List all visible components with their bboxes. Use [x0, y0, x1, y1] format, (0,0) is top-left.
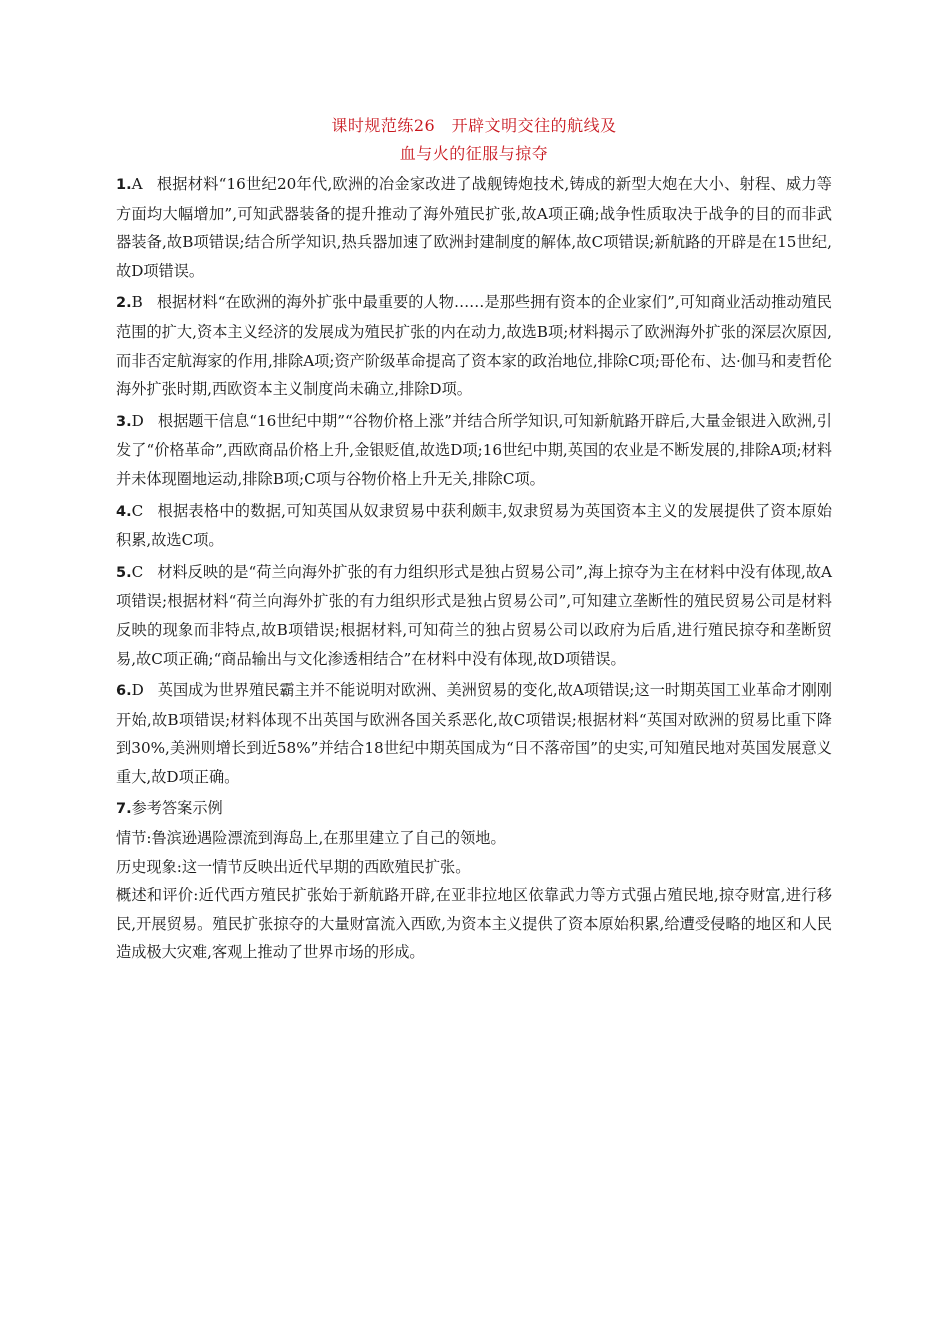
item-number: 4.	[116, 503, 132, 520]
item-answer: C	[131, 562, 144, 581]
item-number: 6.	[116, 683, 132, 700]
item-explanation: 根据材料“16世纪20年代,欧洲的冶金家改进了战舰铸炮技术,铸成的新型大炮在大小、射程、威力等方面均大幅增加”,可知武器装备的提升推动了海外殖民扩张,故A项正确;战争性质取决于战争的目的而非武器装备,故B项错误;结合所学知识,热兵器加速了欧洲封建制度的解体,故C项错误;新航路的开辟是在15世纪,故D项错误。	[116, 175, 832, 280]
answer-item-4	[116, 497, 832, 555]
item-7-plot: 情节:鲁滨逊遇险漂流到海岛上,在那里建立了自己的领地。	[116, 829, 506, 848]
item-number: 3.	[116, 413, 132, 430]
item-number: 1.	[116, 177, 132, 193]
answer-item-6	[116, 676, 832, 791]
item-explanation: 根据材料“在欧洲的海外扩张中最重要的人物……是那些拥有资本的企业家们”,可知商业活动推动殖民范围的扩大,资本主义经济的发展成为殖民扩张的内在动力,故选B项;材料揭示了欧洲海外扩张的深层次原因,而非否定航海家的作用,排除A项;资产阶级革命提高了资本家的政治地位,排除C项;哥伦布、达·伽马和麦哲伦海外扩张时期,西欧资本主义制度尚未确立,排除D项。	[116, 293, 832, 399]
item-answer: A	[131, 175, 143, 193]
item-answer: D	[131, 681, 144, 700]
item-number: 5.	[116, 564, 132, 581]
page-title-line-1: 课时规范练26 开辟文明交往的航线及	[331, 116, 617, 135]
item-explanation: 根据题干信息“16世纪中期”“谷物价格上涨”并结合所学知识,可知新航路开辟后,大量金银进入欧洲,引发了“价格革命”,西欧商品价格上升,金银贬值,故选D项;16世纪中期,英国的农业是不断发展的,排除A项;材料并未体现圈地运动,排除B项;C项与谷物价格上升无关,排除C项。	[116, 411, 832, 488]
item-7-evaluation: 概述和评价:近代西方殖民扩张始于新航路开辟,在亚非拉地区依靠武力等方式强占殖民地,掠夺财富,进行移民,开展贸易。殖民扩张掠夺的大量财富流入西欧,为资本主义提供了资本原始积累,给遭受侵略的地区和人民造成极大灾难,客观上推动了世界市场的形成。	[116, 886, 832, 962]
answer-item-7	[116, 794, 832, 967]
item-explanation: 英国成为世界殖民霸主并不能说明对欧洲、美洲贸易的变化,故A项错误;这一时期英国工业革命才刚刚开始,故B项错误;材料体现不出英国与欧洲各国关系恶化,故C项错误;根据材料“英国对欧洲的贸易比重下降到30%,美洲则增长到近58%”并结合18世纪中期英国成为“日不落帝国”的史实,可知殖民地对英国发展意义重大,故D项正确。	[116, 681, 832, 786]
item-7-heading	[116, 794, 832, 824]
page-title	[116, 112, 832, 168]
answer-item-3	[116, 407, 832, 494]
item-number: 7.	[116, 801, 132, 818]
item-explanation: 根据表格中的数据,可知英国从奴隶贸易中获利颇丰,奴隶贸易为英国资本主义的发展提供了资本原始积累,故选C项。	[116, 501, 832, 550]
page-title-line-2: 血与火的征服与掠夺	[399, 144, 549, 163]
item-number: 2.	[116, 295, 132, 312]
item-explanation: 材料反映的是“荷兰向海外扩张的有力组织形式是独占贸易公司”,海上掠夺为主在材料中没有体现,故A项错误;根据材料“荷兰向海外扩张的有力组织形式是独占贸易公司”,可知建立垄断性的殖民贸易公司是材料反映的现象而非特点,故B项错误;根据材料,可知荷兰的独占贸易公司以政府为后盾,进行殖民掠夺和垄断贸易,故C项正确;“商品输出与文化渗透相结合”在材料中没有体现,故D项错误。	[116, 562, 832, 668]
document-page	[116, 112, 832, 967]
item-answer: B	[131, 293, 143, 312]
item-answer: D	[131, 411, 144, 430]
answer-item-5	[116, 558, 832, 673]
answer-item-1	[116, 170, 832, 285]
item-answer: C	[131, 501, 144, 520]
item-7-phenomenon: 历史现象:这一情节反映出近代早期的西欧殖民扩张。	[116, 857, 471, 876]
answer-item-2	[116, 288, 832, 403]
item-7-heading-text: 参考答案示例	[131, 799, 223, 818]
